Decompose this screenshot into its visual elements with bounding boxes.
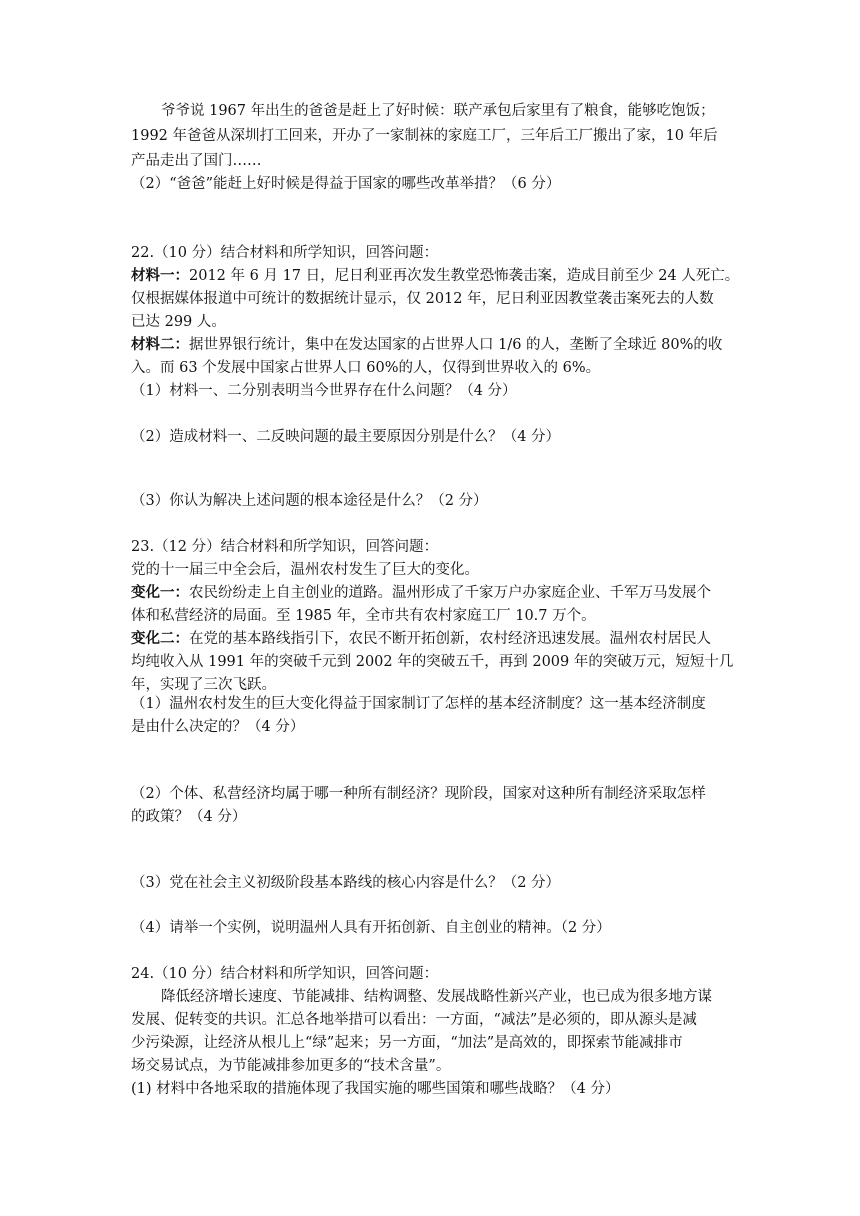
q23-sub-3: （3）党在社会主义初级阶段基本路线的核心内容是什么？（2 分） — [131, 875, 561, 891]
change-2-label: 变化二： — [131, 630, 189, 647]
q24-paragraph-line-4: 场交易试点，为节能减排参加更多的“技术含量”。 — [131, 1058, 451, 1074]
q23-header: 23.（12 分）结合材料和所学知识，回答问题： — [131, 539, 439, 555]
q23-sub-1-line-1: （1）温州农村发生的巨大变化得益于国家制订了怎样的基本经济制度？这一基本经济制度 — [131, 696, 706, 712]
q23-change-2-line-1 — [131, 629, 711, 649]
q22-header: 22.（10 分）结合材料和所学知识，回答问题： — [131, 245, 439, 261]
change-2-text: 在党的基本路线指引下，农民不断开拓创新，农村经济迅速发展。温州农村居民人 — [189, 631, 711, 647]
material-1-label: 材料一： — [131, 267, 189, 284]
q23-sub-2-line-2: 的政策？（4 分） — [131, 809, 247, 825]
q23-sub-1-line-2: 是由什么决定的？（4 分） — [131, 719, 305, 735]
intro-line-3: 产品走出了国门…… — [131, 153, 262, 169]
change-1-text: 农民纷纷走上自主创业的道路。温州形成了千家万户办家庭企业、千军万马发展个 — [189, 585, 711, 601]
q22-sub-1: （1）材料一、二分别表明当今世界存在什么问题？（4 分） — [131, 383, 517, 399]
material-2-text: 据世界银行统计，集中在发达国家的占世界人口 1/6 的人，垄断了全球近 80%的收 — [189, 337, 723, 353]
q22-material-2-line-1 — [131, 335, 722, 355]
q22-material-1-line-1 — [131, 266, 739, 286]
q24-sub-1: (1) 材料中各地采取的措施体现了我国实施的哪些国策和哪些战略？（4 分） — [131, 1081, 620, 1097]
q22-material-2-line-2: 入。而 63 个发展中国家占世界人口 60%的人，仅得到世界收入的 6%。 — [131, 360, 601, 376]
intro-line-1: 爷爷说 1967 年出生的爸爸是赶上了好时候：联产承包后家里有了粮食，能够吃饱饭； — [161, 103, 715, 119]
q24-paragraph-line-1: 降低经济增长速度、节能减排、结构调整、发展战略性新兴产业，也已成为很多地方谋 — [161, 989, 712, 1005]
change-1-label: 变化一： — [131, 584, 189, 601]
q24-paragraph-line-3: 少污染源，让经济从根儿上“绿”起来；另一方面，“加法”是高效的，即探索节能减排市 — [131, 1035, 683, 1051]
q23-sub-4: （4）请举一个实例，说明温州人具有开拓创新、自主创业的精神。（2 分） — [131, 920, 611, 936]
q23-change-1-line-2: 体和私营经济的局面。至 1985 年，全市共有农村家庭工厂 10.7 万个。 — [131, 608, 596, 624]
intro-line-2: 1992 年爸爸从深圳打工回来，开办了一家制袜的家庭工厂，三年后工厂搬出了家，10 年后 — [131, 128, 718, 144]
q24-header: 24.（10 分）结合材料和所学知识，回答问题： — [131, 966, 439, 982]
q22-sub-2: （2）造成材料一、二反映问题的最主要原因分别是什么？（4 分） — [131, 429, 561, 445]
q22-material-1-line-3: 已达 299 人。 — [131, 314, 226, 330]
q23-change-2-line-3: 年，实现了三次飞跃。 — [131, 677, 276, 693]
q24-paragraph-line-2: 发展、促转变的共识。汇总各地举措可以看出：一方面，“减法”是必须的，即从源头是减 — [131, 1012, 697, 1028]
q23-change-1-line-1 — [131, 583, 711, 603]
q22-material-1-line-2: 仅根据媒体报道中可统计的数据统计显示，仅 2012 年，尼日利亚因教堂袭击案死去的人数 — [131, 291, 714, 307]
question-2: （2）“爸爸”能赶上好时候是得益于国家的哪些改革举措？（6 分） — [131, 176, 561, 192]
q23-change-2-line-2: 均纯收入从 1991 年的突破千元到 2002 年的突破五千，再到 2009 年的突破万元，短短十几 — [131, 654, 734, 670]
material-1-text: 2012 年 6 月 17 日，尼日利亚再次发生教堂恐怖袭击案，造成目前至少 24 人死亡。 — [189, 268, 740, 284]
material-2-label: 材料二： — [131, 336, 189, 353]
q23-intro: 党的十一届三中全会后，温州农村发生了巨大的变化。 — [131, 562, 479, 578]
q22-sub-3: （3）你认为解决上述问题的根本途径是什么？（2 分） — [131, 493, 488, 509]
q23-sub-2-line-1: （2）个体、私营经济均属于哪一种所有制经济？现阶段，国家对这种所有制经济采取怎样 — [131, 786, 706, 802]
